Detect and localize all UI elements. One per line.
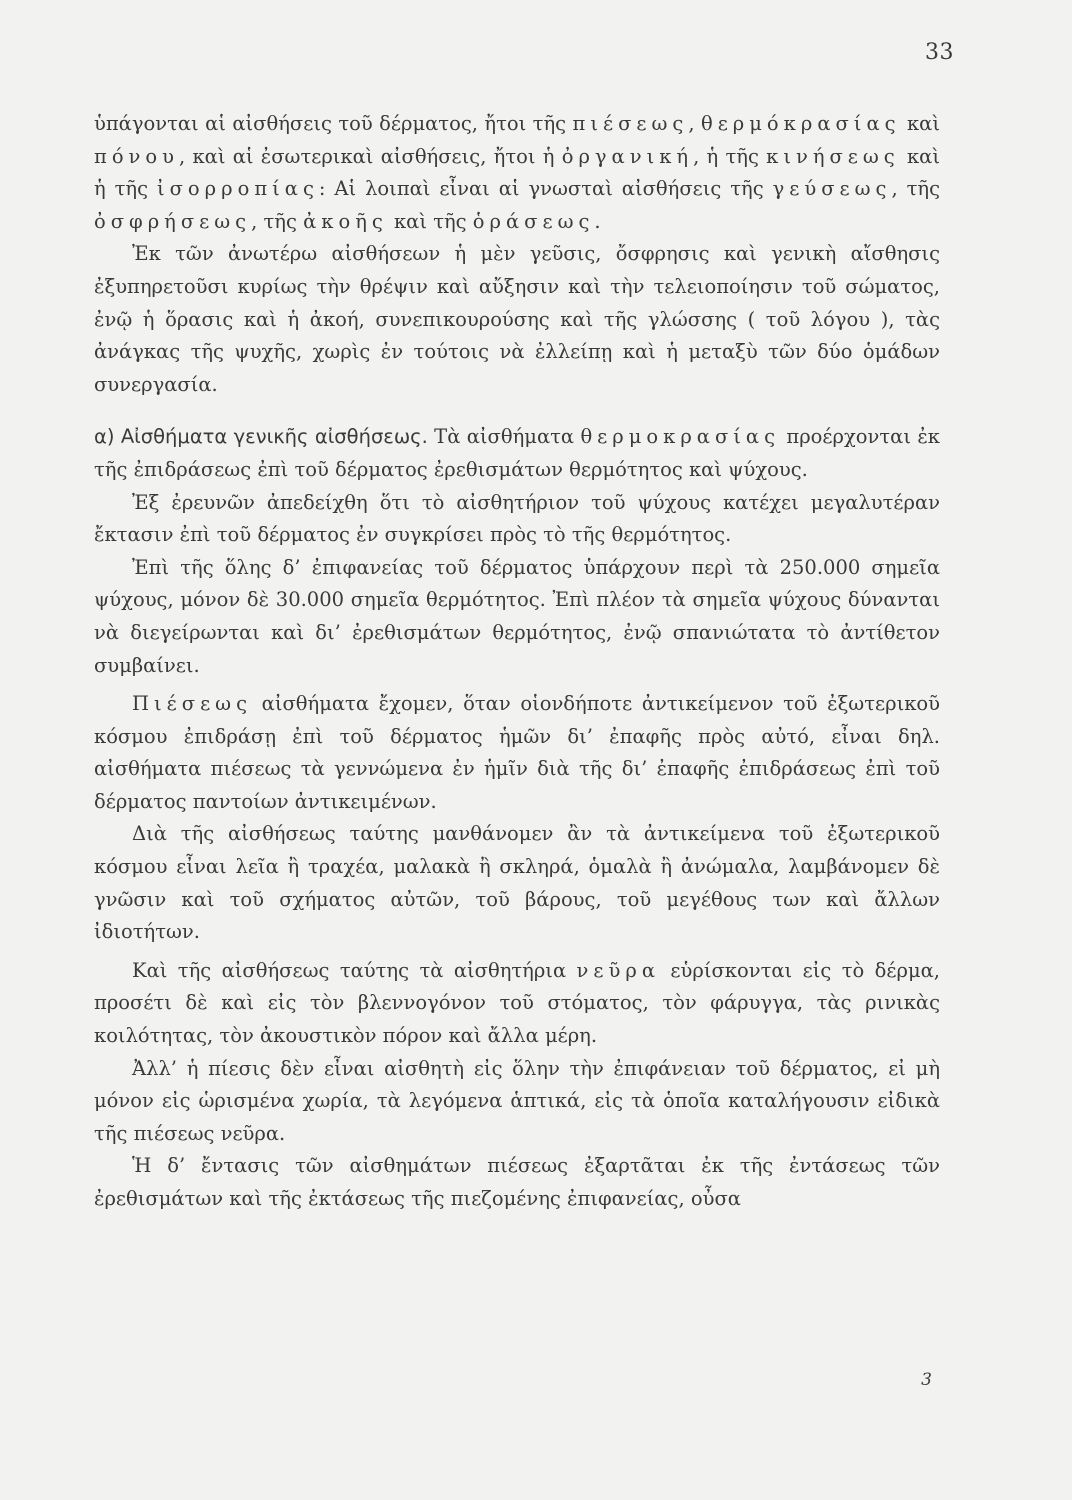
text-run: , ἡ τῆς xyxy=(693,144,767,168)
spaced-term: ὀσφρήσεως xyxy=(94,209,252,233)
spaced-term: ἀκοῆς xyxy=(303,209,388,233)
spaced-term: ὀργανική xyxy=(561,144,694,168)
spaced-term: γεύσεως xyxy=(772,177,892,201)
text-run: καὶ τῆς xyxy=(387,209,473,233)
text-run: , xyxy=(688,112,701,135)
text-run: , τῆς xyxy=(891,177,940,201)
text-run: αἰσθήματα ἔχομεν, ὅταν οἱονδήποτε ἀντικείμενον τοῦ ἐξωτερικοῦ κόσμου ἐπιδράσῃ ἐπὶ τοῦ δέρματος ἡμῶν δι’ ἐπαφῆς πρὸς αὐτό, εἶναι δηλ. αἰσθήματα πιέσεως τὰ γεννώμενα ἐν ἡμῖν διὰ τῆς δι’ ἐπαφῆς ἐπιδράσεως ἐπὶ τοῦ δέρματος παντοίων ἀντικειμένων. xyxy=(94,692,940,813)
paragraph xyxy=(94,818,940,948)
paragraph xyxy=(94,108,940,238)
text-run: προέρχονται ἐκ τῆς ἐπιδράσεως ἐπὶ τοῦ δέρματος ἐρεθισμάτων θερμότητος καὶ ψύχους. xyxy=(94,425,940,481)
section-heading: α) Αἰσθήματα γενικῆς αἰσθήσεως. xyxy=(94,425,428,449)
spaced-term: ἰσορροπίας xyxy=(156,177,319,201)
text-run: Καὶ τῆς αἰσθήσεως ταύτης τὰ αἰσθητήρια xyxy=(132,958,577,982)
spaced-term: ὁράσεως xyxy=(472,209,595,233)
text-run: καὶ xyxy=(900,112,940,135)
spaced-term: κινήσεως xyxy=(766,144,900,168)
paragraph xyxy=(94,552,940,682)
paragraph xyxy=(94,1053,940,1151)
text-run: . xyxy=(594,209,601,233)
text-run: Ἐπὶ τῆς ὅλης δ’ ἐπιφανείας τοῦ δέρματος ὑπάρχουν περὶ τὰ 250.000 σημεῖα ψύχους, μόνον δὲ 30.000 σημεῖα θερμότητος. Ἐπὶ πλέον τὰ σημεῖα ψύχους δύνανται νὰ διεγείρωνται καὶ δι’ ἐρεθισμάτων θερμότητος, ἐνῷ σπανιώτατα τὸ ἀντίθετον συμβαίνει. xyxy=(94,555,940,677)
text-run: , τῆς xyxy=(251,209,304,233)
text-run: Τὰ αἰσθήματα xyxy=(427,425,581,449)
text-run: καὶ ἡ τῆς xyxy=(94,144,940,201)
text-run: : Αἱ λοιπαὶ εἶναι αἱ γνωσταὶ αἰσθήσεις τῆς xyxy=(318,177,773,201)
body-text xyxy=(94,108,940,1216)
spaced-term: πιέσεως xyxy=(572,112,689,135)
paragraph xyxy=(94,955,940,1053)
paragraph xyxy=(94,1150,940,1215)
text-run: Ἡ δ’ ἔντασις τῶν αἰσθημάτων πιέσεως ἐξαρτᾶται ἐκ τῆς ἐντάσεως τῶν ἐρεθισμάτων καὶ τῆς ἐκτάσεως τῆς πιεζομένης ἐπιφανείας, οὖσα xyxy=(94,1154,940,1210)
text-run: Ἐξ ἐρευνῶν ἀπεδείχθη ὅτι τὸ αἰσθητήριον τοῦ ψύχους κατέχει μεγαλυτέραν ἔκτασιν ἐπὶ τοῦ δέρματος ἐν συγκρίσει πρὸς τὸ τῆς θερμότητος. xyxy=(94,490,940,547)
text-run: εὑρίσκονται εἰς τὸ δέρμα, προσέτι δὲ καὶ εἰς τὸν βλεννογόνον τοῦ στόματος, τὸν φάρυγγα, τὰς ρινικὰς κοιλότητας, τὸν ἀκουστικὸν πόρον καὶ ἄλλα μέρη. xyxy=(94,958,940,1048)
paragraph xyxy=(94,238,940,401)
text-run: Διὰ τῆς αἰσθήσεως ταύτης μανθάνομεν ἂν τὰ ἀντικείμενα τοῦ ἐξωτερικοῦ κόσμου εἶναι λεῖα ἢ τραχέα, μαλακὰ ἢ σκληρά, ὁμαλὰ ἢ ἀνώμαλα, λαμβάνομεν δὲ γνῶσιν καὶ τοῦ σχήματος αὐτῶν, τοῦ βάρους, τοῦ μεγέθους των καὶ ἄλλων ἰδιοτήτων. xyxy=(94,822,940,944)
spaced-term: πόνου xyxy=(94,144,180,168)
spaced-term: θερμοκρασίας xyxy=(580,425,781,449)
spaced-term: νεῦρα xyxy=(576,958,660,982)
paragraph xyxy=(94,487,940,552)
spaced-term: θερμόκρασίας xyxy=(700,112,901,135)
page-number: 33 xyxy=(925,40,954,65)
text-run: ὑπάγονται αἱ αἰσθήσεις τοῦ δέρματος, ἤτοι τῆς xyxy=(94,112,573,135)
text-run: Ἐκ τῶν ἀνωτέρω αἰσθήσεων ἡ μὲν γεῦσις, ὄσφρησις καὶ γενικὴ αἴσθησις ἐξυπηρετοῦσι κυρίως τὴν θρέψιν καὶ αὔξησιν καὶ τὴν τελειοποίησιν τοῦ σώματος, ἐνῷ ἡ ὅρασις καὶ ἡ ἀκοή, συνεπικουρούσης καὶ τῆς γλώσσης ( τοῦ λόγου ), τὰς ἀνάγκας τῆς ψυχῆς, χωρὶς ἐν τούτοις νὰ ἐλλείπῃ καὶ ἡ μεταξὺ τῶν δύο ὁμάδων συνεργασία. xyxy=(94,242,940,396)
paragraph xyxy=(94,421,940,486)
signature-mark: 3 xyxy=(921,1370,932,1390)
spaced-term: Πιέσεως xyxy=(132,692,252,716)
text-run: Ἀλλ’ ἡ πίεσις δὲν εἶναι αἰσθητὴ εἰς ὅλην τὴν ἐπιφάνειαν τοῦ δέρματος, εἰ μὴ μόνον εἰς ὡρισμένα χωρία, τὰ λεγόμενα ἁπτικά, εἰς τὰ ὁποῖα καταλήγουσιν εἰδικὰ τῆς πιέσεως νεῦρα. xyxy=(94,1056,940,1145)
paragraph xyxy=(94,688,940,818)
text-run: , καὶ αἱ ἐσωτερικαὶ αἰσθήσεις, ἤτοι ἡ xyxy=(179,144,562,168)
